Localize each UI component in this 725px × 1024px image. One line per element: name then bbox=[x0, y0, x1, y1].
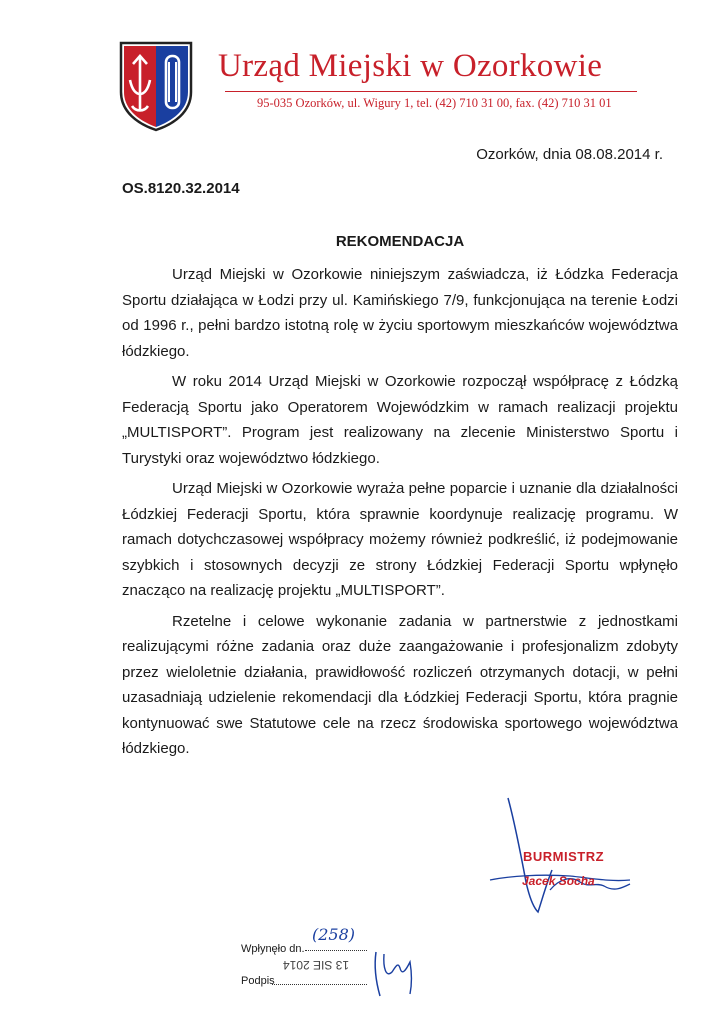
signed-label: Podpis bbox=[241, 975, 275, 987]
stamp-name: Jacek Socha bbox=[522, 874, 595, 888]
paragraph-4: Rzetelne i celowe wykonanie zadania w partnerstwie z jednostkami realizującymi różne zadania oraz duże zaangażowanie i profesjonalizm zdobyty przez wieloletnie działania, prawidłowość rozliczeń otrzymanych dotacji, w pełni uzasadniają udzielenie rekomendacji dla Łódzkiej Federacji Sportu, która pragnie kontynuować swe Statutowe cele na rzecz środowiska sportowego województwa łódzkiego. bbox=[122, 612, 678, 757]
coat-of-arms-icon bbox=[118, 40, 194, 132]
initials-signature bbox=[368, 942, 418, 1002]
reference-number: OS.8120.32.2014 bbox=[122, 180, 240, 197]
received-label: Wpłynęło dn. bbox=[241, 943, 305, 955]
stamp-title: BURMISTRZ bbox=[523, 849, 605, 864]
org-name: Urząd Miejski w Ozorkowie bbox=[218, 48, 603, 84]
place-date: Ozorków, dnia 08.08.2014 r. bbox=[476, 146, 663, 163]
received-dotted-line bbox=[305, 950, 367, 951]
received-date-stamp: 13 SIE 2014 bbox=[283, 958, 350, 972]
paragraph-3: Urząd Miejski w Ozorkowie wyraża pełne poparcie i uznanie dla działalności Łódzkiej Federacji Sportu, która sprawnie koordynuje realizację programu. W ramach dotychczasowej współpracy możemy również podkreślić, iż podejmowanie szybkich i stosownych decyzji ze strony Łódzkiej Federacji Sportu wpłynęło znacząco na realizację projektu „MULTISPORT”. bbox=[122, 480, 678, 599]
signed-dotted-line bbox=[272, 984, 367, 985]
header-divider bbox=[225, 91, 637, 92]
org-address: 95-035 Ozorków, ul. Wigury 1, tel. (42) 710 31 00, fax. (42) 710 31 01 bbox=[257, 96, 612, 110]
paragraph-1: Urząd Miejski w Ozorkowie niniejszym zaświadcza, iż Łódzka Federacja Sportu działająca w Łodzi przy ul. Kamińskiego 7/9, funkcjonująca na terenie Łodzi od 1996 r., pełni bardzo istotną rolę w życiu sportowym mieszkańców województwa łódzkiego. bbox=[122, 266, 678, 360]
received-number: (258) bbox=[312, 925, 356, 944]
document-title: REKOMENDACJA bbox=[335, 233, 465, 250]
letter-body bbox=[122, 262, 678, 767]
paragraph-2: W roku 2014 Urząd Miejski w Ozorkowie rozpoczął współpracę z Łódzką Federacją Sportu jako Operatorem Wojewódzkim w ramach realizacji projektu „MULTISPORT”. Program jest realizowany na zlecenie Ministerstwo Sportu i Turystyki oraz województwo łódzkiego. bbox=[122, 373, 678, 467]
